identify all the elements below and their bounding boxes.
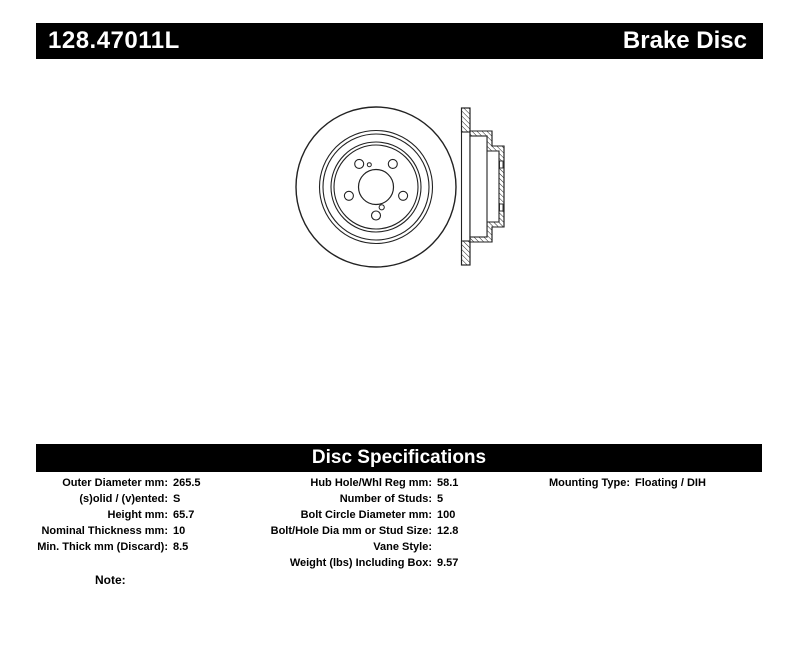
spec-row bbox=[250, 491, 458, 507]
spec-section-title: Disc Specifications bbox=[311, 447, 487, 468]
spec-label: Bolt Circle Diameter mm: bbox=[300, 509, 432, 521]
spec-column-right bbox=[520, 475, 706, 491]
stud-holes bbox=[344, 159, 407, 220]
brake-disc-technical-drawing bbox=[280, 88, 520, 288]
spec-row bbox=[250, 523, 458, 539]
spec-label: Nominal Thickness mm: bbox=[41, 525, 168, 537]
note-label: Note: bbox=[95, 573, 126, 587]
brake-disc-side-view bbox=[462, 108, 505, 265]
ring-section-bottom bbox=[462, 241, 471, 265]
spec-label: Hub Hole/Whl Reg mm: bbox=[310, 477, 432, 489]
spec-value: 12.8 bbox=[437, 525, 459, 537]
spec-label: Vane Style: bbox=[373, 541, 432, 553]
spec-value: 9.57 bbox=[437, 557, 459, 569]
spec-row bbox=[20, 523, 201, 539]
product-type-title: Brake Disc bbox=[622, 27, 747, 54]
spec-label: Weight (lbs) Including Box: bbox=[289, 557, 432, 569]
spec-value: 265.5 bbox=[173, 477, 201, 489]
spec-label: Bolt/Hole Dia mm or Stud Size: bbox=[270, 525, 432, 537]
spec-row bbox=[250, 507, 458, 523]
spec-value: 65.7 bbox=[173, 509, 195, 521]
hub-hole bbox=[359, 170, 394, 205]
spec-value: S bbox=[173, 493, 181, 505]
spec-row bbox=[250, 475, 458, 491]
spec-row bbox=[250, 555, 458, 571]
spec-label: (s)olid / (v)ented: bbox=[79, 493, 168, 505]
spec-value: 5 bbox=[437, 493, 444, 505]
spec-column-middle bbox=[250, 475, 458, 571]
spec-row bbox=[20, 491, 201, 507]
drum-interior bbox=[470, 136, 487, 237]
title-bar bbox=[36, 23, 763, 59]
spec-label: Mounting Type: bbox=[548, 477, 630, 489]
spec-label: Number of Studs: bbox=[339, 493, 432, 505]
spec-column-left bbox=[20, 475, 201, 555]
spec-value: Floating / DIH bbox=[635, 477, 706, 489]
spec-row bbox=[20, 507, 201, 523]
spec-value: 58.1 bbox=[437, 477, 459, 489]
flange-stud-notch bbox=[500, 161, 504, 168]
flange-stud-notch bbox=[500, 204, 504, 211]
spec-label: Height mm: bbox=[107, 509, 168, 521]
spec-row bbox=[20, 475, 201, 491]
spec-value: 10 bbox=[173, 525, 186, 537]
spec-value: 100 bbox=[437, 509, 456, 521]
spec-section-header bbox=[36, 444, 762, 472]
part-number: 128.47011L bbox=[48, 27, 180, 54]
spec-value: 8.5 bbox=[173, 541, 189, 553]
spec-label: Outer Diameter mm: bbox=[62, 477, 168, 489]
spec-row bbox=[520, 475, 706, 491]
spec-row bbox=[20, 539, 201, 555]
spec-label: Min. Thick mm (Discard): bbox=[37, 541, 168, 553]
spec-row bbox=[250, 539, 458, 555]
ring-section-top bbox=[462, 108, 471, 132]
brake-disc-front-view bbox=[296, 107, 456, 267]
